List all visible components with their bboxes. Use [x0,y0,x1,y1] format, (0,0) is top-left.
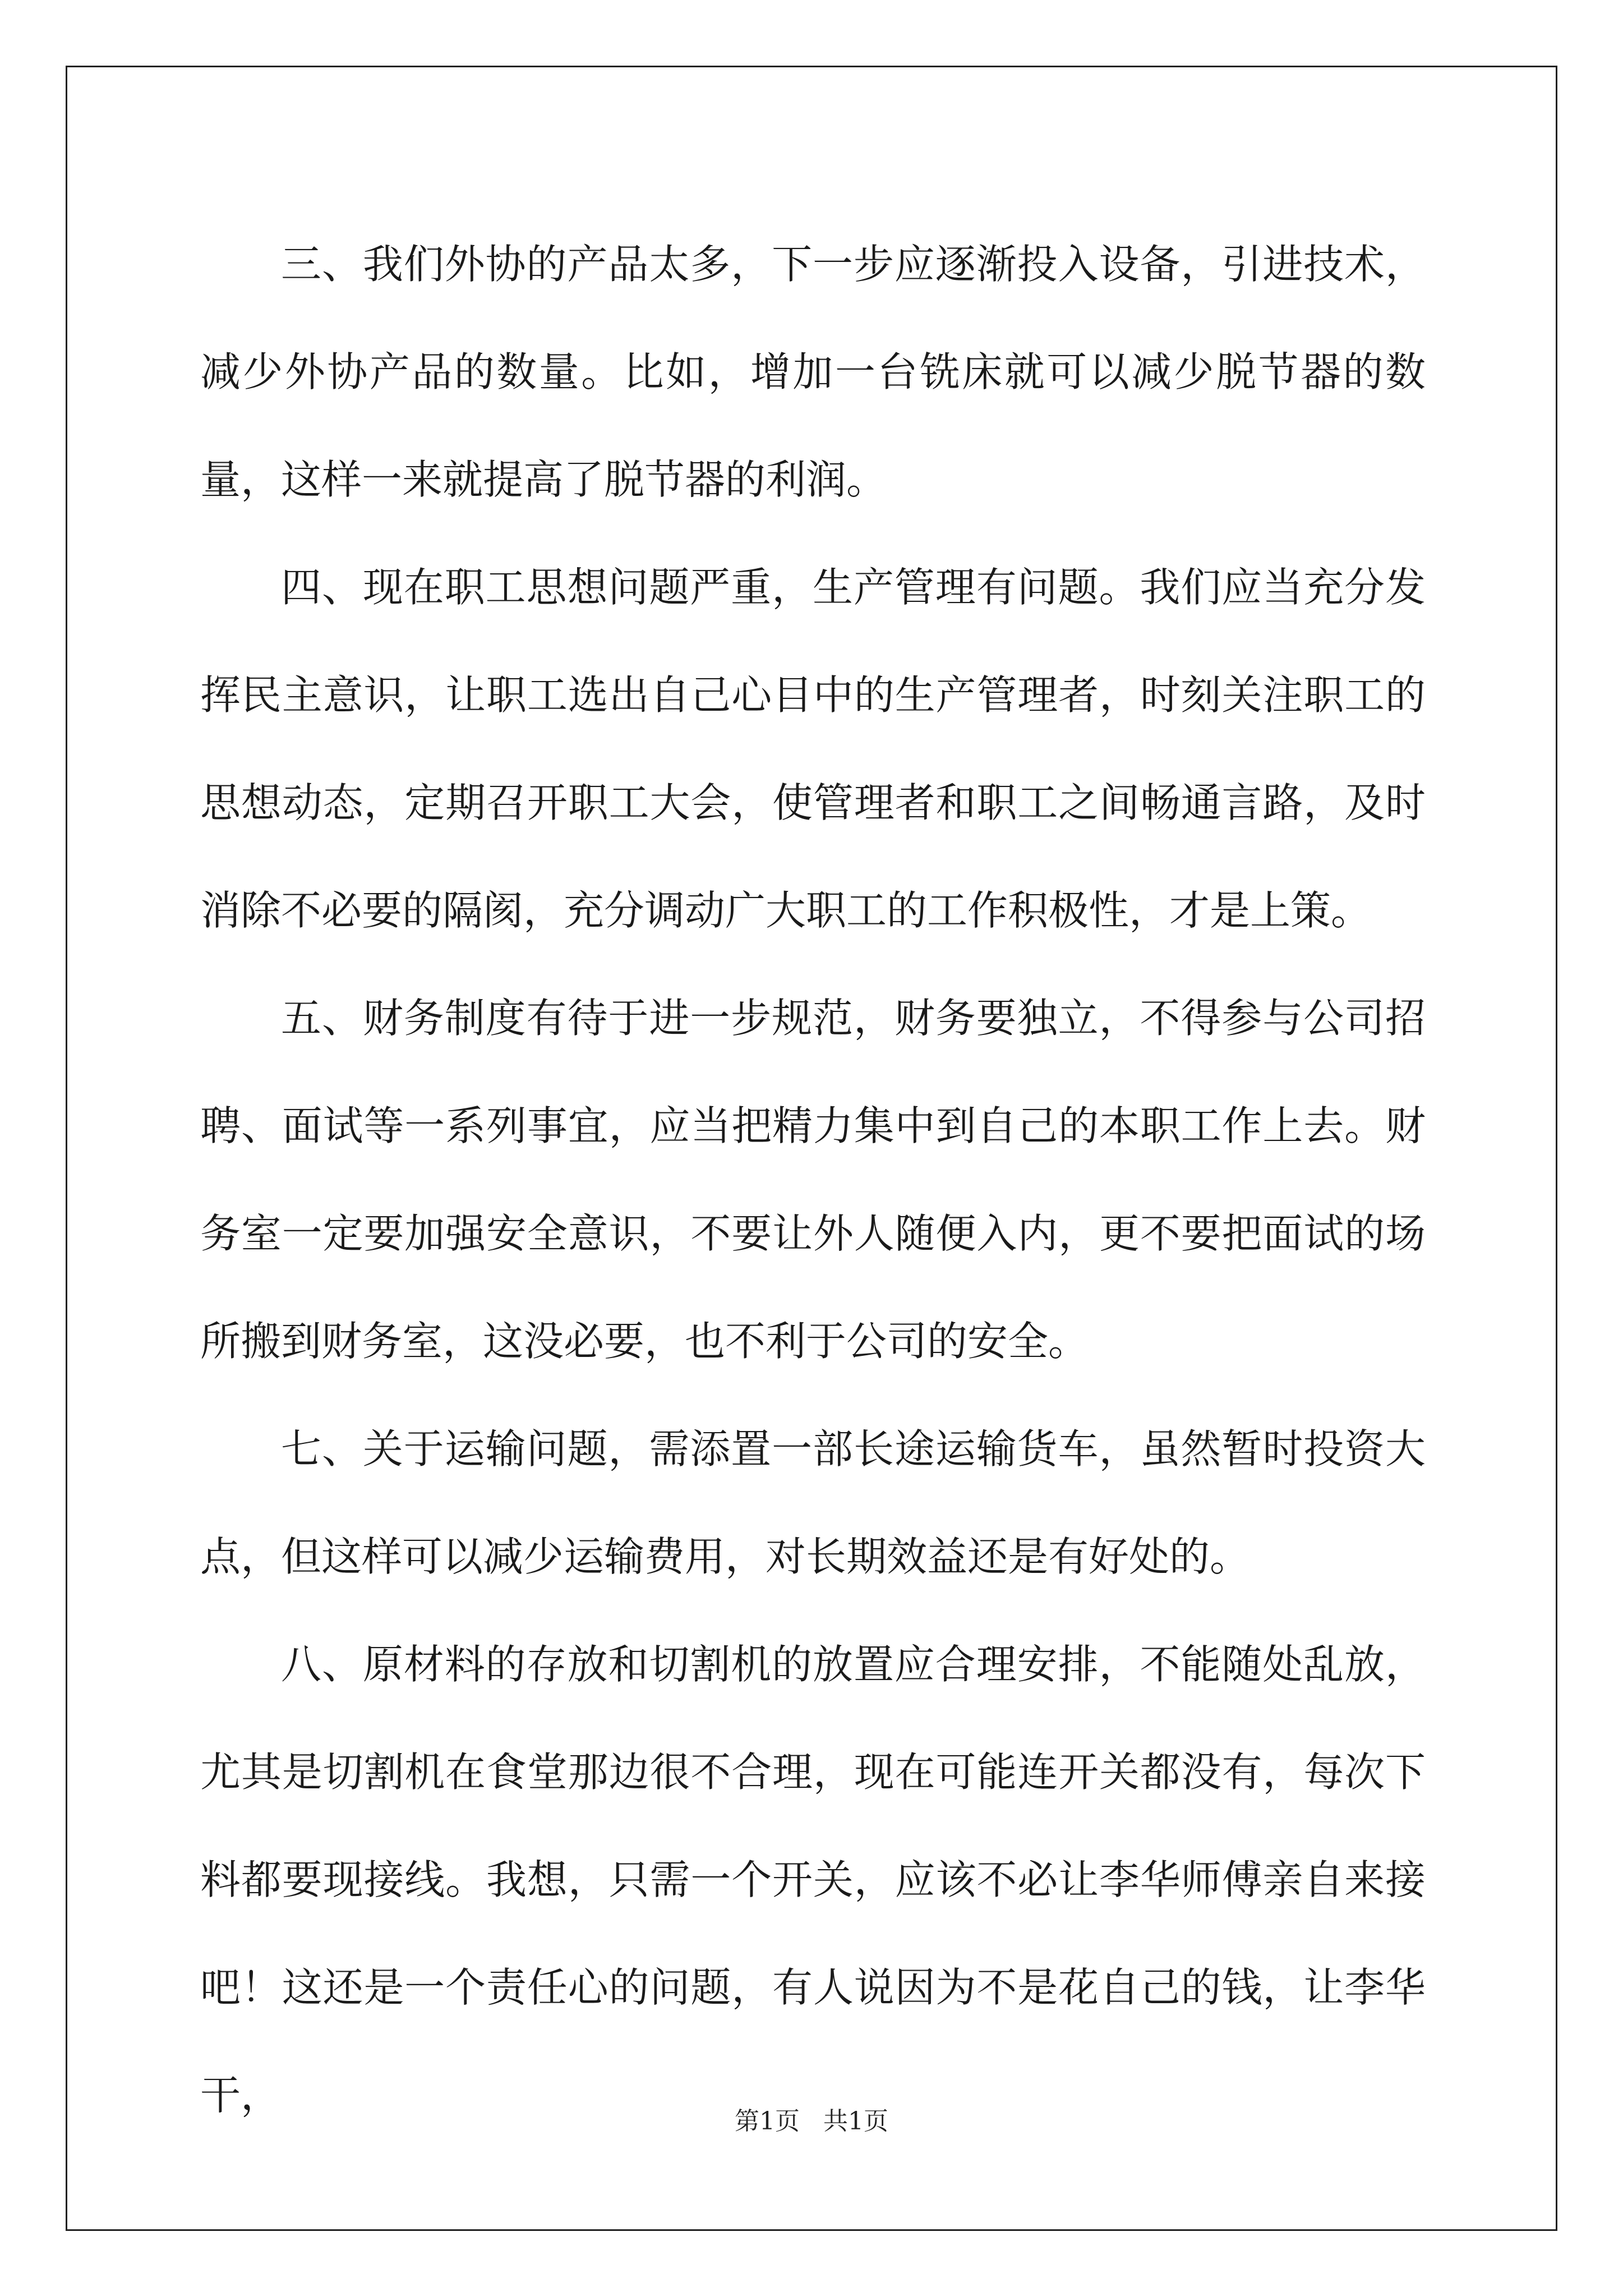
paragraph-4: 四、现在职工思想问题严重，生产管理有问题。我们应当充分发挥民主意识，让职工选出自己心目中的生产管理者，时刻关注职工的思想动态，定期召开职工大会，使管理者和职工之间畅通言路，及时消除不必要的隔阂，充分调动广大职工的工作积极性，才是上策。 [200,564,1426,934]
paragraph-8: 八、原材料的存放和切割机的放置应合理安排，不能随处乱放，尤其是切割机在食堂那边很不合理，现在可能连开关都没有，每次下料都要现接线。我想，只需一个开关，应该不必让李华师傅亲自来接吧！这还是一个责任心的问题，有人说因为不是花自己的钱，让李华干， [200,1641,1426,2119]
paragraph-3: 三、我们外协的产品太多，下一步应逐渐投入设备，引进技术，减少外协产品的数量。比如，增加一台铣床就可以减少脱节器的数量，这样一来就提高了脱节器的利润。 [200,241,1426,503]
page-footer: 第1页 共1页 [735,2107,888,2136]
document-body [200,210,1426,2149]
paragraph-5: 五、财务制度有待于进一步规范，财务要独立，不得参与公司招聘、面试等一系列事宜，应当把精力集中到自己的本职工作上去。财务室一定要加强安全意识，不要让外人随便入内，更不要把面试的场所搬到财务室，这没必要，也不利于公司的安全。 [200,995,1426,1365]
paragraph-7: 七、关于运输问题，需添置一部长途运输货车，虽然暂时投资大点，但这样可以减少运输费用，对长期效益还是有好处的。 [200,1425,1426,1580]
